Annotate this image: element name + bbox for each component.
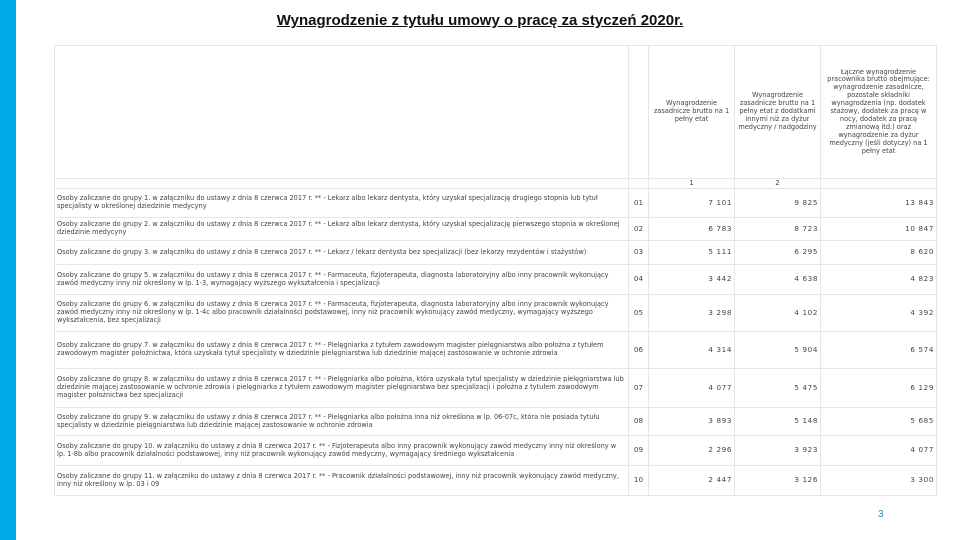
row-description: Osoby zaliczane do grupy 9. w załączniku do ustawy z dnia 8 czerwca 2017 r. ** - Pielęgniarka albo położna inna niż określona w lp. 06-07c, która nie posiada tytułu specjalisty w dziedzinie pielęgniarstwa lub dziedzinie mającej zastosowanie w ochronie zdrowia — [55, 408, 629, 436]
row-description: Osoby zaliczane do grupy 2. w załączniku do ustawy z dnia 8 czerwca 2017 r. ** - Lekarz albo lekarz dentysta, który uzyskał specjalizację pierwszego stopnia w określonej dziedzinie medycyny — [55, 218, 629, 241]
row-basic-salary: 4 314 — [649, 332, 735, 369]
row-basic-salary: 2 296 — [649, 436, 735, 466]
row-code: 10 — [629, 466, 649, 496]
row-total-salary: 3 300 — [821, 466, 937, 496]
row-basic-salary: 3 893 — [649, 408, 735, 436]
salary-table — [54, 45, 937, 496]
table-row — [55, 436, 937, 466]
row-basic-salary: 3 298 — [649, 295, 735, 332]
row-salary-with-allowances: 5 148 — [735, 408, 821, 436]
row-code: 01 — [629, 189, 649, 218]
row-description: Osoby zaliczane do grupy 8. w załączniku do ustawy z dnia 8 czerwca 2017 r. ** - Pielęgniarka albo położna, która uzyskała tytuł specjalisty w dziedzinie pielęgniarstwa lub dziedzinie mającej zastosowanie w ochronie zdrowia i pielęgniarka z tytułem zawodowym magister pielęgniarstwa bez specjalizacji i położna z tytułem zawodowym magister położnictwa bez specjalizacji — [55, 369, 629, 408]
table-row — [55, 218, 937, 241]
row-code: 04 — [629, 265, 649, 295]
row-basic-salary: 5 111 — [649, 241, 735, 265]
header-code-cell — [629, 46, 649, 179]
row-description: Osoby zaliczane do grupy 1. w załączniku do ustawy z dnia 8 czerwca 2017 r. ** - Lekarz albo lekarz dentysta, który uzyskał specjalizację drugiego stopnia lub tytuł specjalisty w określonej dziedzinie medycyny — [55, 189, 629, 218]
table-row — [55, 332, 937, 369]
table-row — [55, 466, 937, 496]
table-row — [55, 369, 937, 408]
row-code: 02 — [629, 218, 649, 241]
row-basic-salary: 7 101 — [649, 189, 735, 218]
row-salary-with-allowances: 3 923 — [735, 436, 821, 466]
row-total-salary: 5 685 — [821, 408, 937, 436]
row-description: Osoby zaliczane do grupy 3. w załączniku do ustawy z dnia 8 czerwca 2017 r. ** - Lekarz / lekarz dentysta bez specjalizacji (bez lekarzy rezydentów i stażystów) — [55, 241, 629, 265]
table-row — [55, 241, 937, 265]
row-description: Osoby zaliczane do grupy 11. w załączniku do ustawy z dnia 8 czerwca 2017 r. ** - Pracownik działalności podstawowej, inny niż pracownik wykonujący zawód medyczny, inny niż określony w lp. 03 i 09 — [55, 466, 629, 496]
row-total-salary: 4 823 — [821, 265, 937, 295]
row-total-salary: 4 392 — [821, 295, 937, 332]
row-code: 07 — [629, 369, 649, 408]
row-code: 08 — [629, 408, 649, 436]
row-total-salary: 13 843 — [821, 189, 937, 218]
row-total-salary: 10 847 — [821, 218, 937, 241]
row-salary-with-allowances: 6 295 — [735, 241, 821, 265]
table-row — [55, 265, 937, 295]
row-code: 05 — [629, 295, 649, 332]
row-salary-with-allowances: 3 126 — [735, 466, 821, 496]
row-description: Osoby zaliczane do grupy 7. w załączniku do ustawy z dnia 8 czerwca 2017 r. ** - Pielęgniarka z tytułem zawodowym magister pielęgniarstwa albo położna z tytułem zawodowym magister położnictwa, która uzyskała tytuł specjalisty w dziedzinie pielęgniarstwa lub dziedzinie mającej zastosowanie w ochronie zdrowia — [55, 332, 629, 369]
row-salary-with-allowances: 9 825 — [735, 189, 821, 218]
row-code: 09 — [629, 436, 649, 466]
page-title: Wynagrodzenie z tytułu umowy o pracę za styczeń 2020r. — [276, 12, 684, 29]
header-salary-with-allowances: Wynagrodzenie zasadnicze brutto na 1 pełny etat z dodatkami innymi niż za dyżur medyczny / nadgodziny — [735, 46, 821, 179]
row-description: Osoby zaliczane do grupy 6. w załączniku do ustawy z dnia 8 czerwca 2017 r. ** - Farmaceuta, fizjoterapeuta, diagnosta laboratoryjny albo inny pracownik wykonujący zawód medyczny inny niż określony w lp. 1-4c albo pracownik działalności podstawowej, inny niż pracownik wykonujący zawód medyczny, wymagający wyższego wykształcenia, bez specjalizacji — [55, 295, 629, 332]
header-basic-salary: Wynagrodzenie zasadnicze brutto na 1 pełny etat — [649, 46, 735, 179]
table-row — [55, 408, 937, 436]
row-salary-with-allowances: 5 475 — [735, 369, 821, 408]
row-basic-salary: 6 783 — [649, 218, 735, 241]
header-total-salary: Łączne wynagrodzenie pracownika brutto obejmujące: wynagrodzenie zasadnicze, pozostałe składniki wynagrodzenia (np. dodatek stażowy, dodatek za pracę w nocy, dodatek za pracę zmianową itd.) oraz wynagrodzenie za dyżur medyczny (jeśli dotyczy) na 1 pełny etat — [821, 46, 937, 179]
row-salary-with-allowances: 4 638 — [735, 265, 821, 295]
row-salary-with-allowances: 4 102 — [735, 295, 821, 332]
page-number: 3 — [878, 509, 884, 520]
row-basic-salary: 4 077 — [649, 369, 735, 408]
row-total-salary: 6 574 — [821, 332, 937, 369]
row-total-salary: 6 129 — [821, 369, 937, 408]
row-description: Osoby zaliczane do grupy 5. w załączniku do ustawy z dnia 8 czerwca 2017 r. ** - Farmaceuta, fizjoterapeuta, diagnosta laboratoryjny albo inny pracownik wykonujący zawód medyczny inny niż określony w lp. 1-3, wymagający wyższego wykształcenia i specjalizacji — [55, 265, 629, 295]
row-basic-salary: 2 447 — [649, 466, 735, 496]
row-total-salary: 8 620 — [821, 241, 937, 265]
header-empty-cell — [55, 46, 629, 179]
row-code: 03 — [629, 241, 649, 265]
column-number-1: 1 — [649, 179, 735, 189]
row-basic-salary: 3 442 — [649, 265, 735, 295]
row-description: Osoby zaliczane do grupy 10. w załączniku do ustawy z dnia 8 czerwca 2017 r. ** - Fizjoterapeuta albo inny pracownik wykonujący zawód medyczny inny niż określony w lp. 1-8b albo pracownik działalności podstawowej, inny niż pracownik wykonujący zawód medyczny, wymagający średniego wykształcenia — [55, 436, 629, 466]
row-total-salary: 4 077 — [821, 436, 937, 466]
row-salary-with-allowances: 5 904 — [735, 332, 821, 369]
table-row — [55, 295, 937, 332]
header-row — [55, 46, 937, 179]
column-number-2: 2 — [735, 179, 821, 189]
row-code: 06 — [629, 332, 649, 369]
row-salary-with-allowances: 8 723 — [735, 218, 821, 241]
column-number-row — [55, 179, 937, 189]
left-accent-bar — [0, 0, 16, 540]
table-row — [55, 189, 937, 218]
